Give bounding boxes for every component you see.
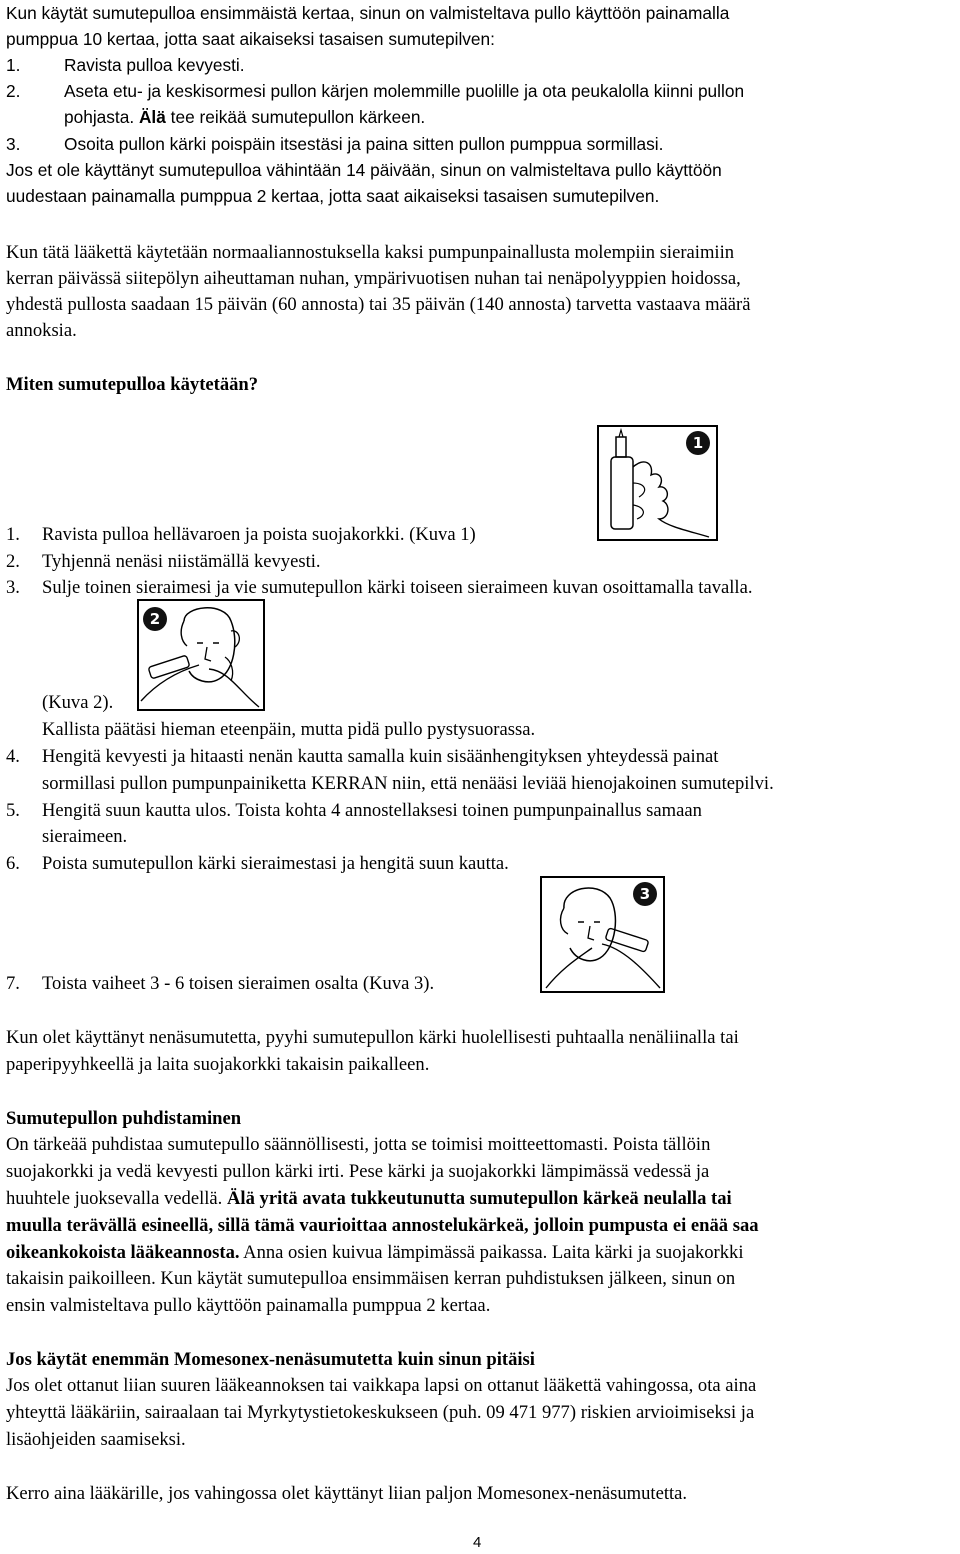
after-use-line-2: paperipyyhkeellä ja laita suojakorkki takaisin paikalleen. xyxy=(6,1054,430,1075)
cleaning-line-1: On tärkeää puhdistaa sumutepullo säännöllisesti, jotta se toimisi moitteettomasti. Poista tällöin xyxy=(6,1134,711,1155)
cleaning-line-3 xyxy=(6,1186,732,1212)
page-number: 4 xyxy=(473,1534,482,1551)
prep-step-2-warning: Älä xyxy=(138,107,166,127)
cleaning-line-2: suojakorkki ja vedä kevyesti pullon kärki irti. Pese kärki ja suojakorkki lämpimässä vedessä ja xyxy=(6,1161,710,1182)
usage-step-2-text: Tyhjennä nenäsi niistämällä kevyesti. xyxy=(42,551,321,572)
prep-step-3-text: Osoita pullon kärki poispäin itsestäsi ja paina sitten pullon pumppua sormillasi. xyxy=(64,134,664,154)
dosage-line-2: kerran päivässä siitepölyn aiheuttaman nuhan, ympärivuotisen nuhan tai nenäpolyyppien hoidossa, xyxy=(6,268,741,289)
cleaning-warning-3: oikeankokoista lääkeannosta. xyxy=(6,1242,240,1263)
figure-2 xyxy=(137,599,265,711)
figure-3 xyxy=(540,876,665,993)
usage-step-1-text: Ravista pulloa hellävaroen ja poista suojakorkki. (Kuva 1) xyxy=(42,524,476,545)
usage-heading: Miten sumutepulloa käytetään? xyxy=(6,374,259,395)
prep-step-2-text-cont xyxy=(64,104,425,130)
dosage-line-4: annoksia. xyxy=(6,320,77,341)
prep-step-2-text: Aseta etu- ja keskisormesi pullon kärjen molemmille puolille ja ota peukalolla kiinni pullon xyxy=(64,81,745,101)
usage-step-6-text: Poista sumutepullon kärki sieraimestasi ja hengitä suun kautta. xyxy=(42,853,509,874)
cleaning-heading: Sumutepullon puhdistaminen xyxy=(6,1108,242,1129)
figure-2-badge: 2 xyxy=(143,607,167,631)
overdose-heading: Jos käytät enemmän Momesonex-nenäsumutetta kuin sinun pitäisi xyxy=(6,1349,535,1370)
reprime-note-line-2: uudestaan painamalla pumppua 2 kertaa, jotta saat aikaiseksi tasaisen sumutepilven. xyxy=(6,186,660,206)
after-use-line-1: Kun olet käyttänyt nenäsumutetta, pyyhi sumutepullon kärki huolellisesti puhtaalla nenäliinalla tai xyxy=(6,1027,739,1048)
dosage-line-3: yhdestä pullosta saadaan 15 päivän (60 annosta) tai 35 päivän (140 annosta) tarvetta vastaava määrä xyxy=(6,294,751,315)
overdose-line-3: lisäohjeiden saamiseksi. xyxy=(6,1429,186,1450)
prep-step-2-post: tee reikää sumutepullon kärkeen. xyxy=(165,107,426,127)
usage-step-5-text: Hengitä suun kautta ulos. Toista kohta 4 annostellaksesi toinen pumpunpainallus samaan xyxy=(42,800,702,821)
cleaning-warning-1: Älä yritä avata tukkeutunutta sumutepullon kärkeä neulalla tai xyxy=(226,1188,732,1209)
intro-line-1: Kun käytät sumutepulloa ensimmäistä kertaa, sinun on valmisteltava pullo käyttöön painamalla xyxy=(6,3,730,23)
prep-step-3-number: 3. xyxy=(6,134,21,154)
overdose-line-2: yhteyttä lääkäriin, sairaalaan tai Myrkytystietokeskukseen (puh. 09 471 977) riskien arvioimiseksi ja xyxy=(6,1402,755,1423)
cleaning-line-7: ensin valmisteltava pullo käyttöön painamalla pumppua 2 kertaa. xyxy=(6,1295,491,1316)
final-note: Kerro aina lääkärille, jos vahingossa olet käyttänyt liian paljon Momesonex-nenäsumutetta. xyxy=(6,1483,688,1504)
prep-step-2-number: 2. xyxy=(6,81,21,101)
usage-step-4-number: 4. xyxy=(6,746,20,767)
intro-line-2: pumppua 10 kertaa, jotta saat aikaiseksi tasaisen sumutepilven: xyxy=(6,29,495,49)
usage-step-5-number: 5. xyxy=(6,800,20,821)
usage-step-3-cont-1: (Kuva 2). xyxy=(42,692,114,713)
reprime-note-line-1: Jos et ole käyttänyt sumutepulloa vähintään 14 päivään, sinun on valmisteltava pullo käyttöön xyxy=(6,160,722,180)
prep-step-1-number: 1. xyxy=(6,55,21,75)
usage-step-5-text-cont: sieraimeen. xyxy=(42,826,128,847)
usage-step-1-number: 1. xyxy=(6,524,20,545)
figure-1 xyxy=(597,425,718,541)
usage-step-3-cont-2: Kallista päätäsi hieman eteenpäin, mutta pidä pullo pystysuorassa. xyxy=(42,719,536,740)
usage-step-2-number: 2. xyxy=(6,551,20,572)
prep-step-1-text: Ravista pulloa kevyesti. xyxy=(64,55,245,75)
usage-step-7-number: 7. xyxy=(6,973,20,994)
usage-step-3-number: 3. xyxy=(6,577,20,598)
prep-step-2-pre: pohjasta. xyxy=(64,107,139,127)
overdose-line-1: Jos olet ottanut liian suuren lääkeannoksen tai vaikkapa lapsi on ottanut lääkettä vahingossa, ota aina xyxy=(6,1375,757,1396)
cleaning-line-5 xyxy=(6,1240,744,1266)
cleaning-line-5-post: Anna osien kuivua lämpimässä paikassa. Laita kärki ja suojakorkki xyxy=(239,1242,744,1263)
cleaning-line-3-pre: huuhtele juoksevalla vedellä. xyxy=(6,1188,227,1209)
cleaning-line-6: takaisin paikoilleen. Kun käytät sumutepulloa ensimmäisen kerran puhdistuksen jälkeen, sinun on xyxy=(6,1268,736,1289)
usage-step-4-text: Hengitä kevyesti ja hitaasti nenän kautta samalla kuin sisäänhengityksen yhteydessä painat xyxy=(42,746,719,767)
usage-step-3-text: Sulje toinen sieraimesi ja vie sumutepullon kärki toiseen sieraimeen kuvan osoittamalla tavalla. xyxy=(42,577,753,598)
usage-step-7-text: Toista vaiheet 3 - 6 toisen sieraimen osalta (Kuva 3). xyxy=(42,973,435,994)
dosage-line-1: Kun tätä lääkettä käytetään normaaliannostuksella kaksi pumpunpainallusta molempiin sieraimiin xyxy=(6,242,735,263)
usage-step-6-number: 6. xyxy=(6,853,20,874)
figure-3-badge: 3 xyxy=(633,882,657,906)
usage-step-4-text-cont: sormillasi pullon pumpunpainiketta KERRAN niin, että nenääsi leviää hienojakoinen sumutepilvi. xyxy=(42,773,774,794)
cleaning-warning-2: muulla terävällä esineellä, sillä tämä vaurioittaa annostelukärkeä, jolloin pumpusta ei enää saa xyxy=(6,1215,759,1236)
figure-1-badge: 1 xyxy=(686,431,710,455)
